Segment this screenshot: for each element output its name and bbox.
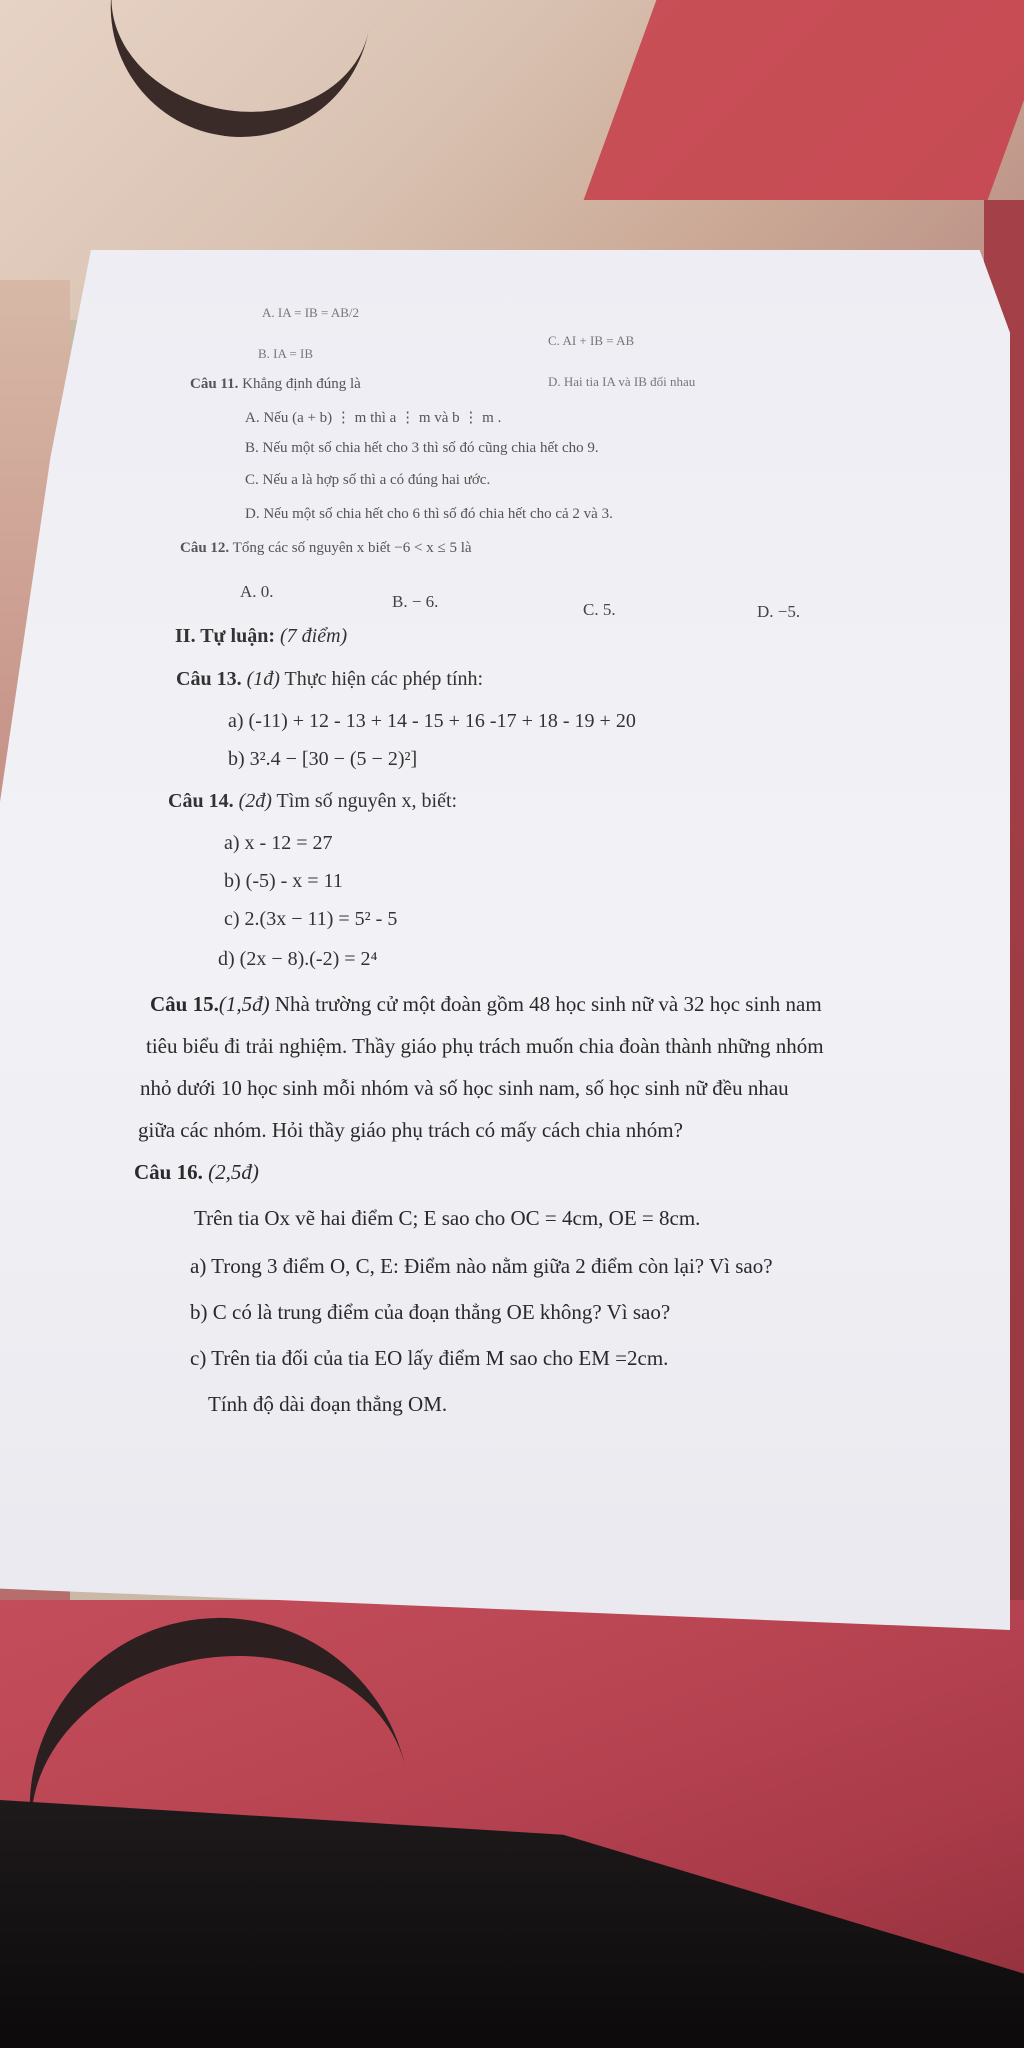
question-16-intro: Trên tia Ox vẽ hai điểm C; E sao cho OC = 4cm, OE = 8cm.	[194, 1206, 701, 1230]
question-12-option-a: A. 0.	[240, 582, 274, 601]
part-2-title: II. Tự luận:	[175, 625, 276, 647]
question-15-line-4: giữa các nhóm. Hỏi thầy giáo phụ trách có mấy cách chia nhóm?	[138, 1118, 683, 1142]
question-16-part-a: a) Trong 3 điểm O, C, E: Điểm nào nằm giữa 2 điểm còn lại? Vì sao?	[190, 1254, 773, 1278]
question-16-part-c: c) Trên tia đối của tia EO lấy điểm M sao cho EM =2cm.	[190, 1346, 669, 1370]
question-12-text: Tổng các số nguyên x biết −6 < x ≤ 5 là	[232, 540, 472, 556]
question-15-text-1: Nhà trường cử một đoàn gồm 48 học sinh nữ và 32 học sinh nam	[274, 992, 822, 1016]
question-13-points: (1đ)	[246, 668, 280, 690]
question-15-line-3: nhỏ dưới 10 học sinh mỗi nhóm và số học sinh nam, số học sinh nữ đều nhau	[140, 1076, 789, 1100]
part-2-points: (7 điểm)	[280, 625, 348, 647]
question-14-points: (2đ)	[238, 790, 272, 812]
question-14-part-a: a) x - 12 = 27	[224, 832, 333, 854]
question-11-option-d: D. Nếu một số chia hết cho 6 thì số đó chia hết cho cả 2 và 3.	[245, 506, 613, 522]
question-12-option-b: B. − 6.	[392, 592, 439, 611]
question-14-text: Tìm số nguyên x, biết:	[276, 790, 458, 812]
question-13-part-a: a) (-11) + 12 - 13 + 14 - 15 + 16 -17 + 18 - 19 + 20	[228, 710, 636, 732]
question-11-label: Câu 11.	[190, 376, 239, 392]
question-11	[190, 376, 361, 393]
question-14-part-b: b) (-5) - x = 11	[224, 870, 343, 892]
question-12-option-c: C. 5.	[583, 600, 616, 619]
question-14-part-d: d) (2x − 8).(-2) = 2⁴	[218, 948, 378, 970]
question-11-option-b: B. Nếu một số chia hết cho 3 thì số đó cũng chia hết cho 9.	[245, 440, 599, 456]
question-13	[176, 668, 483, 691]
question-14	[168, 790, 457, 813]
question-16-label: Câu 16.	[134, 1160, 203, 1184]
question-15-label: Câu 15.	[150, 992, 219, 1016]
question-16	[134, 1160, 259, 1185]
question-16-part-c-continued: Tính độ dài đoạn thẳng OM.	[208, 1392, 448, 1416]
question-15-points: (1,5đ)	[218, 992, 270, 1016]
question-13-text: Thực hiện các phép tính:	[284, 668, 484, 690]
question-15-line-2: tiêu biểu đi trải nghiệm. Thầy giáo phụ trách muốn chia đoàn thành những nhóm	[146, 1034, 824, 1058]
question-13-label: Câu 13.	[176, 668, 242, 690]
question-12-label: Câu 12.	[180, 540, 230, 556]
question-13-part-b: b) 3².4 − [30 − (5 − 2)²]	[228, 748, 418, 770]
option-c-prev: C. AI + IB = AB	[548, 333, 635, 348]
question-14-part-c: c) 2.(3x − 11) = 5² - 5	[224, 908, 398, 930]
question-16-points: (2,5đ)	[208, 1160, 259, 1184]
question-11-option-c: C. Nếu a là hợp số thì a có đúng hai ước.	[245, 472, 491, 488]
question-16-part-b: b) C có là trung điểm của đoạn thẳng OE không? Vì sao?	[190, 1300, 671, 1324]
question-14-label: Câu 14.	[168, 790, 234, 812]
question-11-text: Khẳng định đúng là	[242, 376, 361, 392]
question-12	[180, 540, 472, 557]
part-2-heading	[175, 625, 347, 648]
question-11-option-a: A. Nếu (a + b) ⋮ m thì a ⋮ m và b ⋮ m .	[245, 410, 502, 426]
option-d-prev: D. Hai tia IA và IB đối nhau	[548, 374, 696, 389]
option-b-prev: B. IA = IB	[258, 346, 314, 361]
question-15-line-1	[150, 992, 822, 1017]
option-a-prev: A. IA = IB = AB/2	[262, 305, 360, 320]
question-12-option-d: D. −5.	[757, 602, 801, 621]
